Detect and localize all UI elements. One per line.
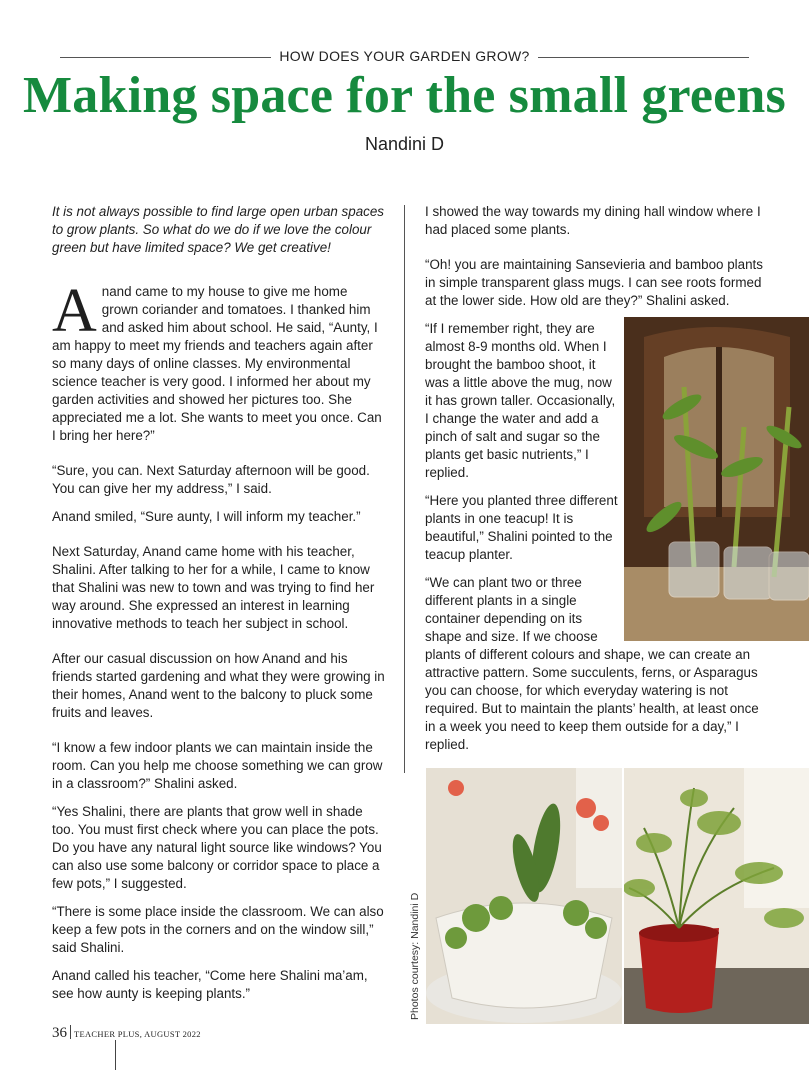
section-kicker: HOW DOES YOUR GARDEN GROW? [0, 48, 809, 64]
column-divider [404, 205, 405, 773]
teacup-and-asparagus-photos [426, 768, 809, 1024]
page-number: 36 [52, 1025, 67, 1041]
paragraph: After our casual discussion on how Anand and his friends started gardening and what they were growing in their homes, Anand went to the balcony to pluck some fruits and leaves. [52, 651, 385, 720]
photo-credit: Photos courtesy: Nandini D [409, 892, 421, 1020]
drop-cap: A [52, 277, 97, 345]
paragraph: “Yes Shalini, there are plants that grow well in shade too. You must first check where you can place the pots. Do you have any natural light source like windows? You can also use some balcony or corridor space to place a few pots,” I suggested. [52, 804, 382, 891]
article-title: Making space for the small greens [23, 67, 786, 124]
bamboo-photo-illustration [624, 317, 809, 641]
teacup-planter-photo [426, 768, 622, 1024]
left-column [52, 203, 387, 1013]
asparagus-photo-illustration [624, 768, 809, 1024]
paragraph: “I know a few indoor plants we can maintain inside the room. Can you help me choose something we can grow in a classroom?” Shalini asked. [52, 740, 383, 791]
right-column [425, 203, 770, 764]
magazine-issue: TEACHER PLUS, AUGUST 2022 [74, 1029, 201, 1039]
bamboo-plants-photo [624, 317, 809, 641]
paragraph: “Here you planted three different plants in one teacup! It is beautiful,” Shalini pointed to the teacup planter. [425, 493, 618, 562]
paragraph: Anand smiled, “Sure aunty, I will inform my teacher.” [52, 509, 361, 524]
teacup-photo-illustration [426, 768, 622, 1024]
author-byline: Nandini D [364, 134, 445, 154]
paragraph: Anand called his teacher, “Come here Shalini ma’am, see how aunty is keeping plants.” [52, 968, 368, 1001]
asparagus-pot-photo [624, 768, 809, 1024]
paragraph: I showed the way towards my dining hall window where I had placed some plants. [425, 204, 761, 237]
footer-rule [115, 1040, 116, 1070]
paragraph: “We can plant two or three different plants in a single container depending on its shape and size. If we choose plants of different colours and shape, we can create an attractive pattern. Some succulents, ferns, or Asparagus you can choose, for which everyday watering is not required. But to maintain the plants’ health, at least once in a week you need to keep them outside for a day,” I replied. [425, 575, 759, 752]
paragraph: “There is some place inside the classroom. We can also keep a few pots in the corners and on the window sill,” said Shalini. [52, 904, 384, 955]
paragraph: “Oh! you are maintaining Sansevieria and bamboo plants in simple transparent glass mugs. I can see roots formed at the lower side. How old are they?” Shalini asked. [425, 257, 763, 308]
paragraph: “If I remember right, they are almost 8-9 months old. When I brought the bamboo shoot, it was a little above the mug, now it has grown taller. Occasionally, I change the water and add a pinch of salt and sugar so the plants get basic nutrients,” I replied. [425, 321, 616, 480]
intro-paragraph: It is not always possible to find large open urban spaces to grow plants. So what do we do if we love the colour green but have limited space? We get creative! [52, 204, 384, 255]
paragraph: Anand came to my house to give me home grown coriander and tomatoes. I thanked him and asked him about school. He said, “Aunty, I am happy to meet my friends and teachers again after so many days of online classes. My environmental science teacher is very good. I informed her about my garden activities and showed her pictures too. She appreciated me a lot. She wants to meet you once. Can I bring her here?” [52, 277, 382, 443]
paragraph: “Sure, you can. Next Saturday afternoon will be good. You can give her my address,” I said. [52, 463, 370, 496]
page-footer [52, 1024, 201, 1042]
footer-separator [70, 1025, 71, 1039]
paragraph: Next Saturday, Anand came home with his teacher, Shalini. After talking to her for a while, I came to know that Shalini was new to town and was trying to find her way around. She expressed an interest in learning innovative methods to teach her subject in school. [52, 544, 375, 631]
